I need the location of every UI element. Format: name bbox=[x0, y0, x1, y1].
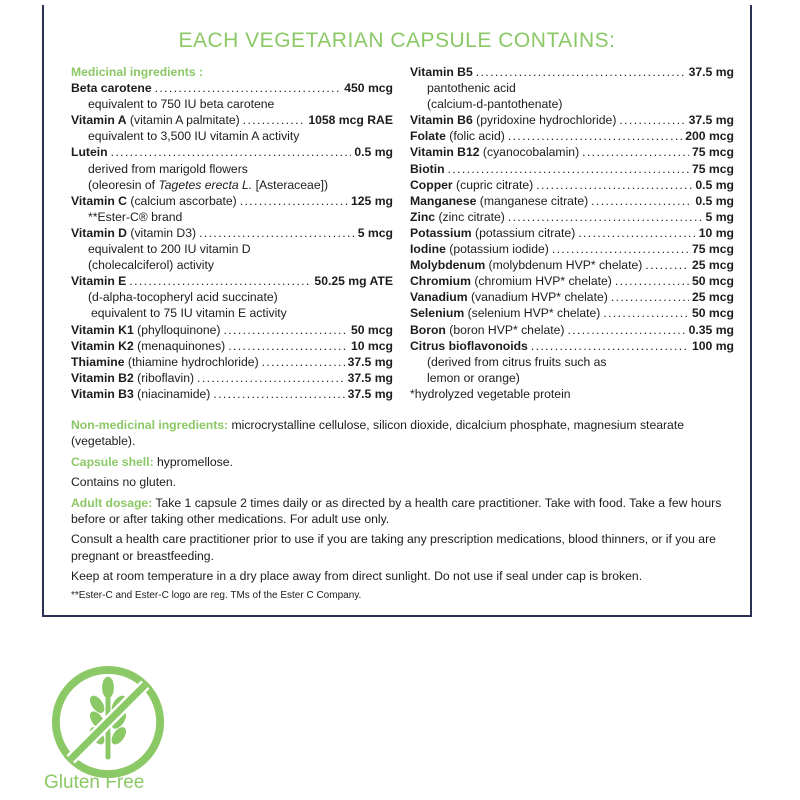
dot-leader bbox=[552, 241, 689, 257]
ingredient-name: Vitamin B5 bbox=[410, 65, 473, 79]
ingredient-amount: 450 mcg bbox=[344, 81, 393, 96]
ingredient-row bbox=[410, 209, 734, 225]
ingredient-row bbox=[71, 386, 393, 402]
ingredient-source: (vitamin A palmitate) bbox=[126, 113, 240, 128]
ingredient-row bbox=[71, 338, 393, 354]
ingredient-name: Vitamin B12 bbox=[410, 145, 480, 160]
ingredient-row bbox=[410, 177, 734, 193]
ingredient-amount: 10 mg bbox=[698, 225, 734, 240]
dot-leader bbox=[476, 64, 686, 80]
ingredient-note bbox=[410, 96, 734, 112]
ingredient-note bbox=[71, 241, 393, 257]
ingredient-note bbox=[71, 209, 393, 225]
dot-leader bbox=[615, 273, 689, 289]
ingredient-row bbox=[410, 225, 734, 241]
ingredient-source: (zinc citrate) bbox=[435, 209, 505, 224]
ingredient-name: Manganese bbox=[410, 193, 477, 208]
ingredient-label bbox=[71, 370, 194, 386]
dot-leader bbox=[508, 209, 703, 225]
ingredient-name: Zinc bbox=[410, 209, 436, 224]
ingredient-row bbox=[410, 289, 734, 305]
ingredient-source: (boron HVP* chelate) bbox=[445, 322, 565, 337]
ingredient-amount: 37.5 mg bbox=[688, 113, 734, 128]
ingredient-label bbox=[410, 161, 445, 177]
ingredient-label bbox=[71, 338, 225, 354]
note-text: equivalent to 750 IU beta carotene bbox=[88, 97, 275, 112]
ingredient-source: (pyridoxine hydrochloride) bbox=[472, 113, 617, 128]
dot-leader bbox=[536, 177, 692, 193]
ingredient-name: Thiamine bbox=[71, 354, 125, 369]
ingredient-note bbox=[410, 354, 734, 370]
ingredient-amount: 37.5 mg bbox=[347, 354, 393, 369]
ingredient-amount: 0.35 mg bbox=[688, 322, 734, 337]
ingredient-amount: 100 mg bbox=[691, 338, 734, 353]
ingredient-source: (potassium iodide) bbox=[445, 242, 549, 257]
ingredient-label bbox=[410, 177, 533, 193]
ingredient-amount: 200 mcg bbox=[685, 129, 734, 144]
ingredient-source: (selenium HVP* chelate) bbox=[464, 306, 601, 321]
note-text: (cholecalciferol) activity bbox=[88, 258, 214, 273]
ingredient-source: (phylloquinone) bbox=[133, 322, 221, 337]
ingredient-name: Biotin bbox=[410, 161, 445, 176]
ingredient-row bbox=[410, 241, 734, 257]
ingredient-row bbox=[410, 273, 734, 289]
ingredient-amount: 37.5 mg bbox=[347, 386, 393, 401]
ingredient-label bbox=[410, 289, 608, 305]
dot-leader bbox=[129, 273, 311, 289]
ingredient-name: Boron bbox=[410, 322, 446, 337]
capsule-shell bbox=[71, 454, 741, 470]
dot-leader bbox=[582, 144, 689, 160]
ingredient-name: Beta carotene bbox=[71, 81, 152, 96]
label-text-block bbox=[71, 417, 741, 607]
adult-dosage bbox=[71, 495, 741, 528]
ingredient-label bbox=[71, 273, 126, 289]
ingredient-source: (calcium ascorbate) bbox=[127, 193, 237, 208]
ingredient-source: (riboflavin) bbox=[133, 370, 195, 385]
trademark-note: **Ester-C and Ester-C logo are reg. TMs of the Ester C Company. bbox=[71, 589, 362, 601]
ingredient-note bbox=[71, 128, 393, 144]
note-text: lemon or orange) bbox=[427, 370, 520, 385]
ingredient-name: Lutein bbox=[71, 145, 108, 160]
ingredient-label bbox=[410, 112, 616, 128]
note-text: **Ester-C® brand bbox=[88, 209, 183, 224]
ingredient-label bbox=[410, 144, 579, 160]
ingredient-name: Copper bbox=[410, 177, 453, 192]
ingredient-label bbox=[410, 257, 642, 273]
adult-dosage-label: Adult dosage: bbox=[71, 495, 153, 510]
ingredient-note bbox=[71, 177, 393, 193]
ingredient-source: (thiamine hydrochloride) bbox=[124, 354, 259, 369]
ingredient-label bbox=[71, 322, 221, 338]
dot-leader bbox=[531, 338, 689, 354]
ingredient-name: Folate bbox=[410, 129, 446, 144]
note-text: pantothenic acid bbox=[427, 81, 516, 96]
ingredient-label bbox=[71, 354, 259, 370]
ingredient-note bbox=[71, 96, 393, 112]
ingredient-note bbox=[410, 370, 734, 386]
ingredient-label bbox=[410, 193, 588, 209]
ingredient-row bbox=[410, 257, 734, 273]
ingredient-label bbox=[71, 386, 210, 402]
ingredient-note bbox=[71, 289, 393, 305]
non-medicinal-text: microcrystalline cellulose, silicon dioxide, dicalcium phosphate, magnesium stearate (vegetable). bbox=[71, 418, 684, 449]
ingredient-row bbox=[410, 322, 734, 338]
ingredient-source: (vanadium HVP* chelate) bbox=[467, 290, 608, 305]
dot-leader bbox=[448, 161, 689, 177]
dot-leader bbox=[228, 338, 348, 354]
ingredient-row bbox=[410, 193, 734, 209]
dot-leader bbox=[611, 289, 689, 305]
ingredient-row bbox=[71, 193, 393, 209]
ingredient-amount: 10 mcg bbox=[350, 338, 393, 353]
ingredient-amount: 5 mcg bbox=[357, 225, 393, 240]
ingredient-label bbox=[410, 322, 564, 338]
ingredient-name: Vitamin B3 bbox=[71, 386, 134, 401]
note-text: (calcium-d-pantothenate) bbox=[427, 97, 563, 112]
ingredient-amount: 25 mcg bbox=[691, 290, 734, 305]
ingredient-label bbox=[71, 112, 240, 128]
ingredient-name: Vitamin E bbox=[71, 274, 127, 289]
ingredient-amount: 0.5 mg bbox=[695, 193, 734, 208]
dot-leader bbox=[199, 225, 355, 241]
ingredient-label bbox=[410, 209, 505, 225]
panel-title: EACH VEGETARIAN CAPSULE CONTAINS: bbox=[178, 29, 616, 52]
ingredient-row bbox=[71, 370, 393, 386]
ingredient-amount: 50.25 mg ATE bbox=[314, 274, 393, 289]
ingredient-label bbox=[410, 305, 600, 321]
gluten-free-label: Gluten Free bbox=[44, 772, 145, 793]
ingredient-note bbox=[71, 257, 393, 273]
ingredient-amount: 25 mcg bbox=[691, 258, 734, 273]
ingredient-name: Vitamin C bbox=[71, 193, 127, 208]
ingredient-name: Selenium bbox=[410, 306, 465, 321]
ingredient-amount: 50 mcg bbox=[691, 306, 734, 321]
ingredient-amount: 37.5 mg bbox=[688, 65, 734, 79]
warning-text: Consult a health care practitioner prior to use if you are taking any prescription medications, blood thinners, or if you are pregnant or breastfeeding. bbox=[71, 532, 716, 563]
ingredient-row bbox=[410, 161, 734, 177]
ingredient-amount: 75 mcg bbox=[691, 161, 734, 176]
ingredient-row bbox=[410, 338, 734, 354]
dot-leader bbox=[224, 322, 348, 338]
dot-leader bbox=[262, 354, 345, 370]
ingredient-label bbox=[71, 144, 108, 160]
capsule-shell-text: hypromellose. bbox=[153, 454, 233, 469]
ingredient-amount: 50 mcg bbox=[350, 322, 393, 337]
ingredient-row bbox=[410, 305, 734, 321]
ingredient-label bbox=[410, 128, 505, 144]
dot-leader bbox=[155, 80, 342, 96]
ingredient-source: (cupric citrate) bbox=[452, 177, 534, 192]
dot-leader bbox=[197, 370, 345, 386]
ingredient-row bbox=[71, 144, 393, 160]
ingredient-label bbox=[410, 241, 549, 257]
dot-leader bbox=[240, 193, 348, 209]
ingredient-name: Iodine bbox=[410, 242, 446, 257]
dot-leader bbox=[645, 257, 689, 273]
dot-leader bbox=[111, 144, 352, 160]
ingredient-source: (folic acid) bbox=[445, 129, 505, 144]
dot-leader bbox=[508, 128, 682, 144]
ingredient-row bbox=[410, 64, 734, 80]
footnote-hvp: *hydrolyzed vegetable protein bbox=[410, 386, 571, 401]
ingredient-name: Vitamin D bbox=[71, 225, 127, 240]
dot-leader bbox=[578, 225, 696, 241]
ingredient-row bbox=[71, 225, 393, 241]
ingredient-source: (manganese citrate) bbox=[476, 193, 589, 208]
ingredient-amount: 125 mg bbox=[350, 193, 393, 208]
ingredient-source: (niacinamide) bbox=[133, 386, 211, 401]
adult-dosage-text: Take 1 capsule 2 times daily or as directed by a health care practitioner. Take with food. Take a few hours before or after taking other medications. For adult use only. bbox=[71, 495, 722, 527]
dot-leader bbox=[213, 386, 344, 402]
ingredient-source: (potassium citrate) bbox=[471, 225, 576, 240]
ingredient-name: Vanadium bbox=[410, 290, 468, 305]
ingredient-source: (molybdenum HVP* chelate) bbox=[485, 258, 643, 273]
dot-leader bbox=[243, 112, 306, 128]
ingredient-source: (vitamin D3) bbox=[127, 225, 197, 240]
ingredient-row bbox=[71, 80, 393, 96]
note-text: derived from marigold flowers bbox=[88, 161, 248, 176]
ingredient-amount: 37.5 mg bbox=[347, 370, 393, 385]
ingredient-row bbox=[71, 322, 393, 338]
ingredient-amount: 75 mcg bbox=[691, 145, 734, 160]
note-text: (d-alpha-tocopheryl acid succinate) bbox=[88, 290, 278, 305]
ingredient-amount: 5 mg bbox=[705, 209, 734, 224]
note-text: equivalent to 200 IU vitamin D bbox=[88, 242, 251, 257]
gluten-note: Contains no gluten. bbox=[71, 475, 177, 490]
ingredient-name: Vitamin A bbox=[71, 113, 127, 128]
ingredient-label bbox=[71, 225, 196, 241]
gluten-free-icon bbox=[49, 663, 167, 781]
ingredient-source: (cyanocobalamin) bbox=[479, 145, 580, 160]
ingredient-name: Chromium bbox=[410, 274, 471, 289]
ingredient-name: Vitamin K2 bbox=[71, 338, 134, 353]
ingredient-label bbox=[71, 80, 152, 96]
ingredient-name: Vitamin B6 bbox=[410, 113, 473, 128]
non-medicinal-ingredients bbox=[71, 417, 741, 450]
note-text: (oleoresin of bbox=[88, 177, 159, 192]
ingredients-right-column bbox=[410, 64, 734, 402]
note-text: (derived from citrus fruits such as bbox=[427, 354, 607, 369]
supplement-facts-panel bbox=[42, 5, 752, 617]
ingredient-row bbox=[410, 128, 734, 144]
ingredient-row bbox=[410, 144, 734, 160]
ingredient-amount: 75 mcg bbox=[691, 242, 734, 257]
ingredient-label bbox=[410, 64, 473, 80]
note-text: equivalent to 75 IU vitamin E activity bbox=[91, 306, 287, 321]
ingredient-row bbox=[71, 354, 393, 370]
ingredient-name: Potassium bbox=[410, 225, 472, 240]
ingredient-name: Vitamin B2 bbox=[71, 370, 134, 385]
medicinal-ingredients-heading: Medicinal ingredients : bbox=[71, 65, 204, 79]
ingredient-label bbox=[410, 225, 575, 241]
non-medicinal-label: Non-medicinal ingredients: bbox=[71, 418, 229, 432]
dot-leader bbox=[619, 112, 685, 128]
note-italic: Tagetes erecta L. bbox=[158, 177, 253, 192]
ingredient-row bbox=[410, 112, 734, 128]
ingredient-note bbox=[410, 80, 734, 96]
capsule-shell-label: Capsule shell: bbox=[71, 454, 154, 469]
ingredient-source: (chromium HVP* chelate) bbox=[470, 274, 612, 289]
ingredient-name: Vitamin K1 bbox=[71, 322, 134, 337]
ingredient-amount: 0.5 mg bbox=[354, 145, 393, 160]
ingredient-row bbox=[71, 112, 393, 128]
note-text-after: [Asteraceae]) bbox=[252, 177, 329, 192]
ingredient-note bbox=[71, 305, 393, 321]
dot-leader bbox=[567, 322, 685, 338]
storage-text: Keep at room temperature in a dry place away from direct sunlight. Do not use if seal under cap is broken. bbox=[71, 569, 643, 584]
ingredient-label bbox=[410, 338, 528, 354]
ingredient-row bbox=[71, 273, 393, 289]
ingredient-label bbox=[71, 193, 237, 209]
ingredient-amount: 1058 mcg RAE bbox=[308, 113, 393, 128]
note-text: equivalent to 3,500 IU vitamin A activity bbox=[88, 129, 300, 144]
ingredient-label bbox=[410, 273, 612, 289]
dot-leader bbox=[603, 305, 689, 321]
ingredient-name: Citrus bioflavonoids bbox=[410, 338, 528, 353]
ingredients-left-column bbox=[71, 64, 393, 402]
ingredient-amount: 50 mcg bbox=[691, 274, 734, 289]
ingredient-note bbox=[71, 161, 393, 177]
ingredient-name: Molybdenum bbox=[410, 258, 486, 273]
ingredient-amount: 0.5 mg bbox=[695, 177, 734, 192]
ingredient-source: (menaquinones) bbox=[133, 338, 226, 353]
dot-leader bbox=[591, 193, 692, 209]
